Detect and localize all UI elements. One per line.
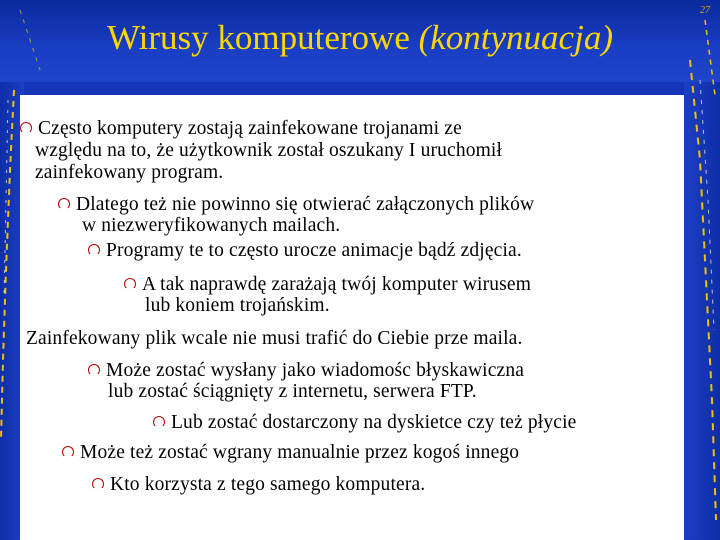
bullet-line-14 — [92, 474, 425, 495]
bullet-line-13 — [62, 442, 519, 463]
text-line-2 — [35, 140, 502, 161]
bullet-icon — [20, 122, 32, 134]
line-text: Kto korzysta z tego samego komputera. — [110, 474, 426, 495]
line-text: zainfekowany program. — [35, 162, 224, 183]
bullet-icon — [124, 278, 136, 290]
bullet-icon — [92, 478, 104, 490]
line-text: Dlatego też nie powinno się otwierać załączonych plików — [76, 194, 535, 215]
line-text: Często komputery zostają zainfekowane trojanami ze — [38, 118, 462, 139]
line-text: A tak naprawdę zarażają twój komputer wirusem — [142, 274, 532, 295]
right-border — [684, 82, 720, 540]
bullet-icon — [88, 364, 100, 376]
page-number: 27 — [700, 5, 710, 16]
line-text: Może zostać wysłany jako wiadomośc błyskawiczna — [106, 360, 525, 381]
bullet-icon — [62, 446, 74, 458]
text-line-11 — [108, 381, 477, 402]
line-text: Programy te to często urocze animacje bądź zdjęcia. — [106, 240, 522, 261]
bullet-icon — [153, 416, 165, 428]
title-main: Wirusy komputerowe — [107, 18, 419, 57]
line-text: w niezweryfikowanych mailach. — [82, 215, 341, 236]
line-text: lub koniem trojańskim. — [145, 295, 330, 316]
bullet-line-6 — [88, 240, 522, 261]
text-line-9 — [26, 328, 522, 349]
bullet-line-12 — [153, 412, 576, 433]
text-line-5 — [82, 215, 340, 236]
bullet-icon — [88, 244, 100, 256]
line-text: lub zostać ściągnięty z internetu, serwera FTP. — [108, 381, 477, 402]
bullet-icon — [58, 198, 70, 210]
slide-title — [0, 18, 720, 58]
title-parenthetical: (kontynuacja) — [418, 18, 613, 57]
bullet-line-4 — [58, 194, 534, 215]
bullet-line-10 — [88, 360, 524, 381]
bullet-line-1 — [20, 118, 462, 139]
line-text: względu na to, że użytkownik został oszukany I uruchomił — [35, 140, 503, 161]
line-text: Zainfekowany plik wcale nie musi trafić do Ciebie prze maila. — [26, 328, 523, 349]
line-text: Lub zostać dostarczony na dyskietce czy też płycie — [171, 412, 577, 433]
text-line-3 — [35, 162, 223, 183]
line-text: Może też zostać wgrany manualnie przez kogoś innego — [80, 442, 520, 463]
text-line-8 — [145, 295, 330, 316]
bullet-line-7 — [124, 274, 531, 295]
